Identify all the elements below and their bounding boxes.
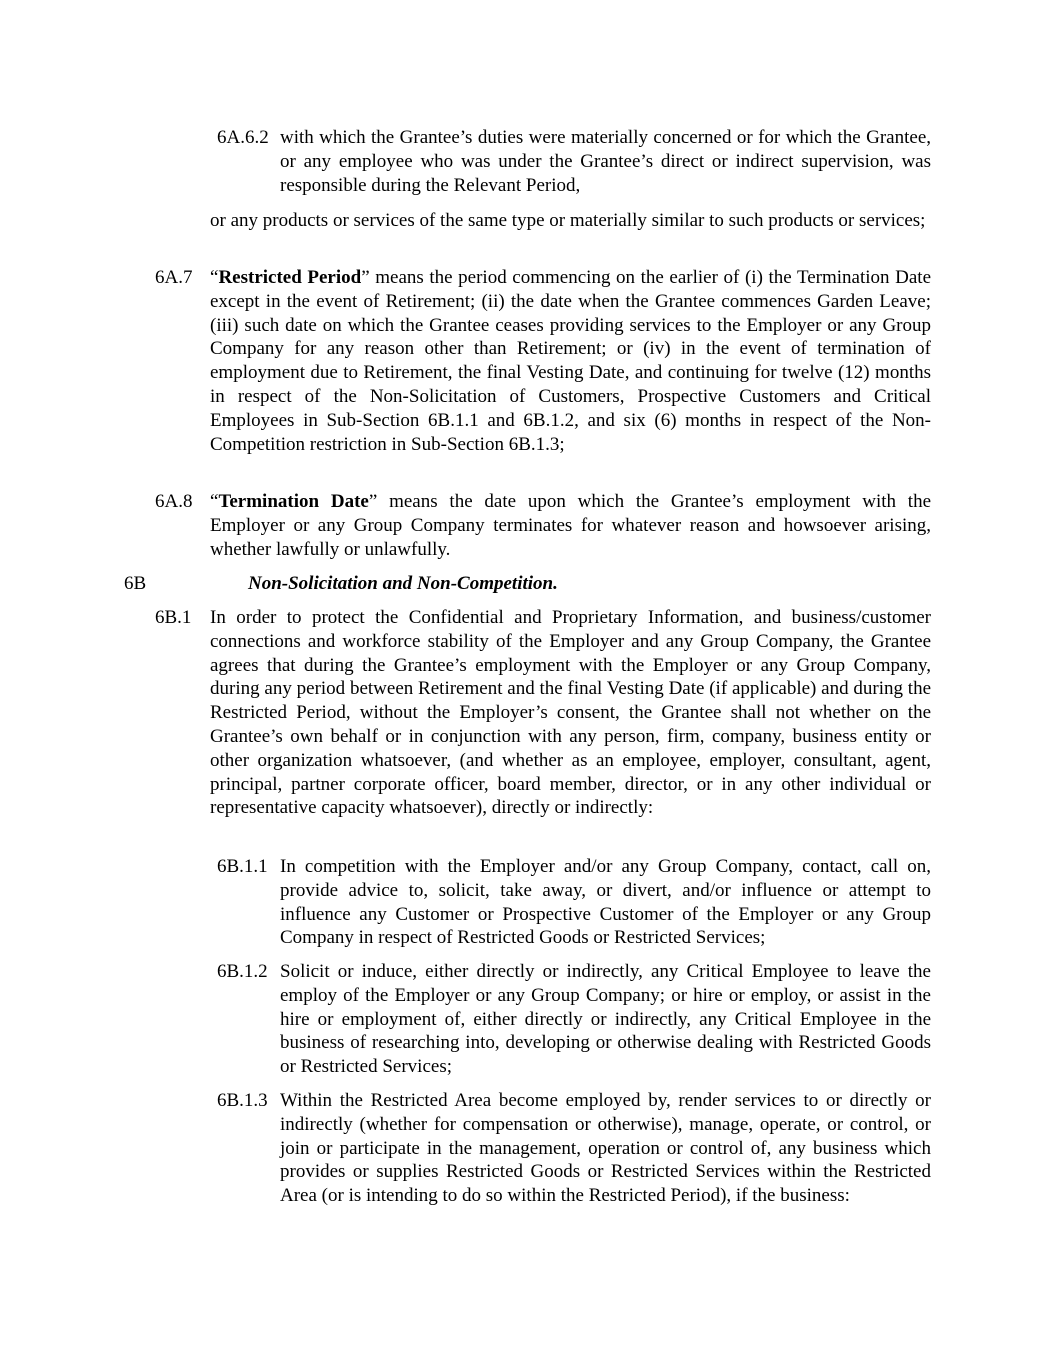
- clause-text-6B-1-1: In competition with the Employer and/or any Group Company, contact, call on, provide advice to, solicit, take away, or divert, and/or influence or attempt to influence any Customer or Prospective Customer of the Employer or any Group Company in respect of Restricted Goods or Restricted Services;: [280, 856, 931, 949]
- clause-number-6B-1-3: 6B.1.3: [217, 1090, 268, 1111]
- clause-text-6B-1: In order to protect the Confidential and Proprietary Information, and business/customer connections and workforce stability of the Employer and any Group Company, the Grantee agrees that during the Grantee’s employment with the Employer or any Group Company, during any period between Retirement and the final Vesting Date (if applicable) and during the Restricted Period, without the Employer’s consent, the Grantee shall not whether on the Grantee’s own behalf or in conjunction with any person, firm, company, business entity or other organization whatsoever, (and whether as an employee, employer, consultant, agent, principal, partner corporate officer, board member, director, or in any other individual or representative capacity whatsoever), directly or indirectly:: [210, 607, 931, 819]
- clause-6A-6-continuation: or any products or services of the same type or materially similar to such products or services;: [210, 210, 926, 231]
- clause-text-6A-6-2: [280, 126, 931, 197]
- clause-number-6A-7: 6A.7: [155, 267, 193, 288]
- open-quote: “: [210, 491, 219, 512]
- clause-6A-7-body: means the period commencing on the earlier of (i) the Termination Date except in the event of Retirement; (ii) the date when the Grantee commences Garden Leave; (iii) such date on which the Grantee ceases providing services to the Employer or any Group Company for any reason other than Retirement; or (iv) in the event of termination of employment due to Retirement, the final Vesting Date, and continuing for twelve (12) months in respect of the Non-Solicitation of Customers, Prospective Customers and Critical Employees in Sub-Section 6B.1.1 and 6B.1.2, and six (6) months in respect of the Non-Competition restriction in Sub-Section 6B.1.3;: [210, 267, 931, 455]
- defined-term-termination-date: Termination Date: [218, 491, 369, 512]
- section-title-6B: Non-Solicitation and Non-Competition.: [248, 573, 558, 594]
- clause-number-6B-1: 6B.1: [155, 607, 192, 628]
- clause-number-6A-8: 6A.8: [155, 491, 193, 512]
- clause-number-6A-6-2: 6A.6.2: [217, 127, 269, 148]
- close-quote: ”: [361, 267, 370, 288]
- clause-text-6A-8: [210, 490, 931, 561]
- clause-6A-6-2-body: with which the Grantee’s duties were materially concerned or for which the Grantee, or any employee who was under the Grantee’s direct or indirect supervision, was responsible during the Relevant Period,: [280, 127, 931, 196]
- section-number-6B: 6B: [124, 573, 147, 594]
- defined-term-restricted-period: Restricted Period: [218, 267, 362, 288]
- clause-number-6B-1-2: 6B.1.2: [217, 961, 268, 982]
- clause-6A-8-body: means the date upon which the Grantee’s employment with the Employer or any Group Company terminates for whatever reason and howsoever arising, whether lawfully or unlawfully.: [210, 491, 932, 560]
- close-quote: ”: [368, 491, 378, 512]
- clause-text-6A-7: [210, 266, 931, 456]
- open-quote: “: [210, 267, 219, 288]
- clause-text-6B-1-2: Solicit or induce, either directly or indirectly, any Critical Employee to leave the employ of the Employer or any Group Company; or hire or employ, or assist in the hire or employment of, either directly or indirectly, any Critical Employee in the business of researching into, developing or otherwise dealing with Restricted Goods or Restricted Services;: [280, 961, 931, 1078]
- clause-number-6B-1-1: 6B.1.1: [217, 856, 268, 877]
- clause-text-6B-1-3: Within the Restricted Area become employed by, render services to or directly or indirectly (whether for compensation or otherwise), manage, operate, or control, or join or participate in the management, operation or control of, any business which provides or supplies Restricted Goods or Restricted Services within the Restricted Area (or is intending to do so within the Restricted Period), if the business:: [280, 1090, 931, 1207]
